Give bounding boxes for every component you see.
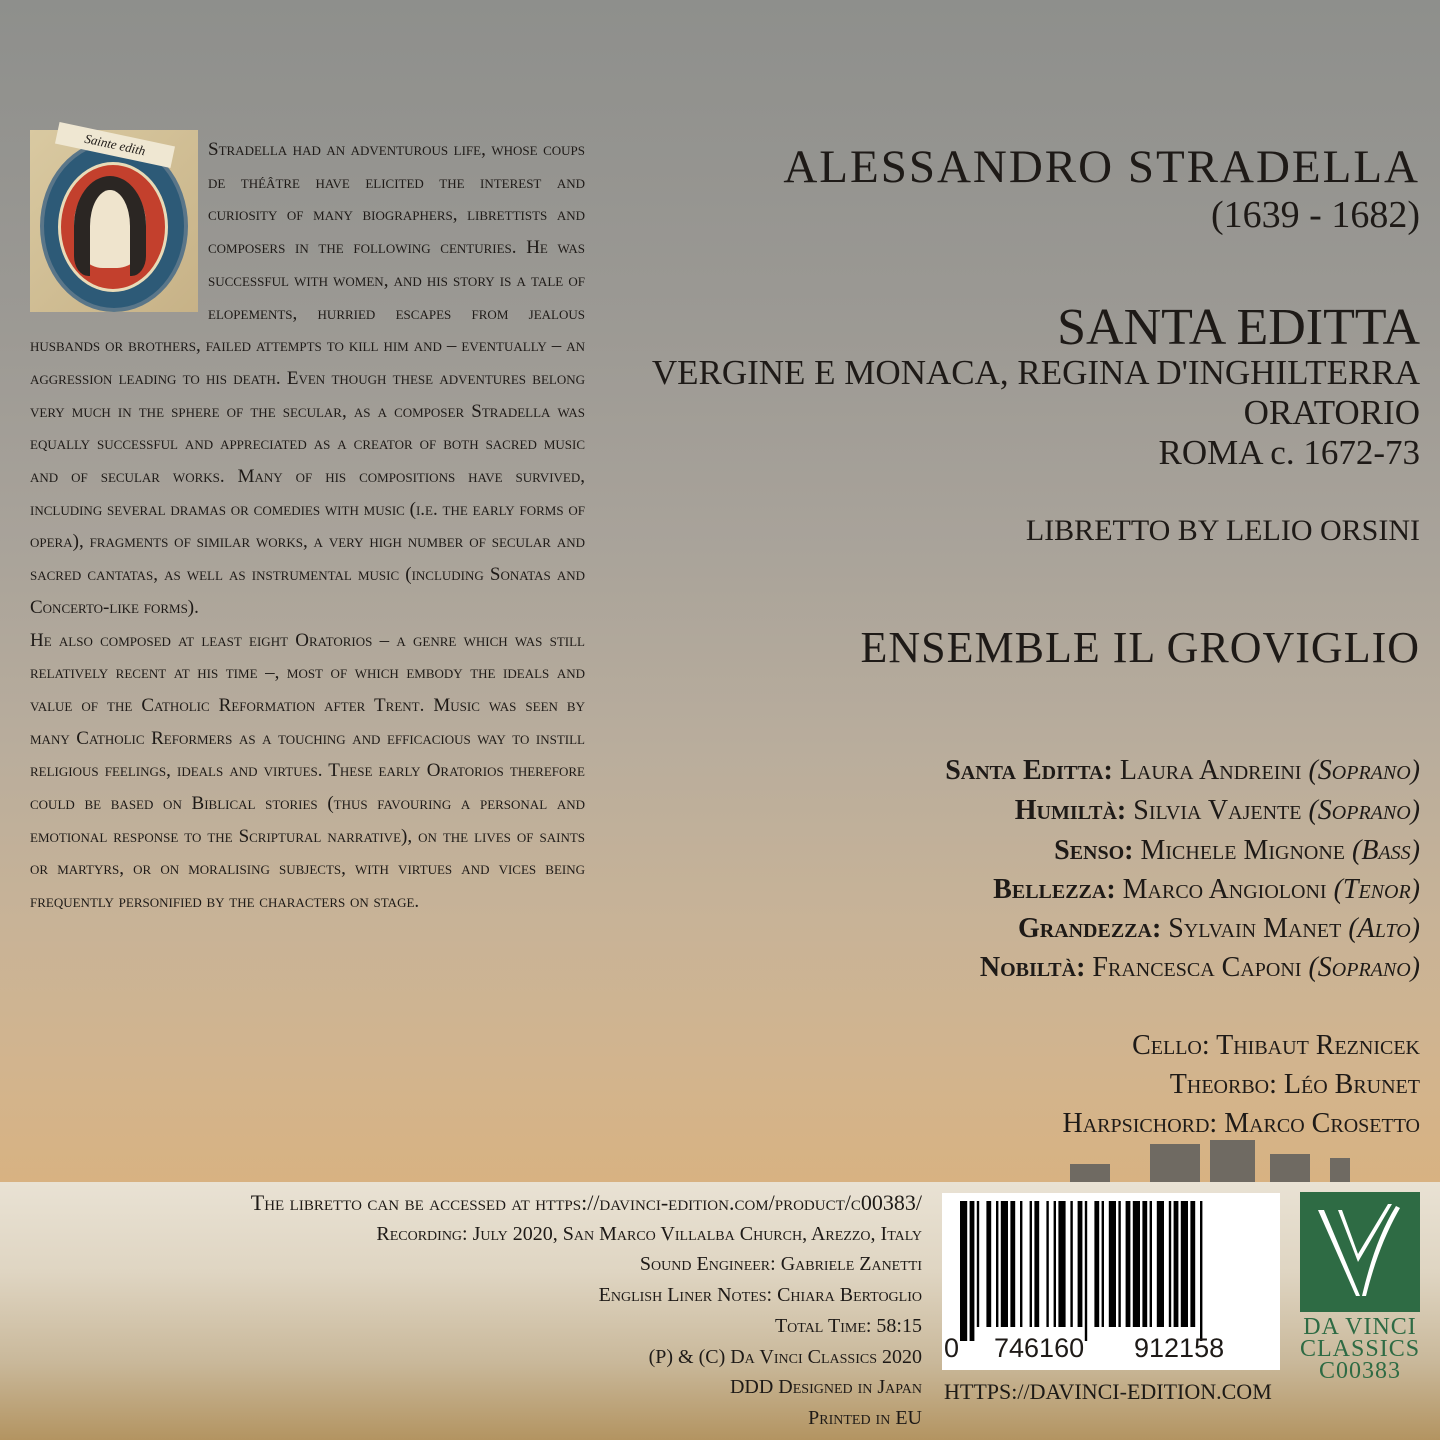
ensemble-name: ENSEMBLE IL GROVIGLIO <box>860 623 1420 672</box>
cast-line: Santa Editta: Laura Andreini (Soprano) <box>945 755 1420 786</box>
biography-paragraph-2: He also composed at least eight Oratorios – a genre which was still relatively recent at his time –, most of which embody the ideals and value of the Catholic Reformation after Trent. Music was seen by many Catholic Reformers as a touching and efficacious way to instill religious feelings, ideals and virtues. These early Oratorios therefore could be based on Biblical stories (thus favouring a personal and emotional response to the Scriptural narrative), on the lives of saints or martyrs, or on moralising subjects, with virtues and vices being frequently personified by the characters on stage. <box>30 629 585 913</box>
composer-name: ALESSANDRO STRADELLA <box>783 141 1420 193</box>
barcode-bar <box>1020 1201 1022 1327</box>
barcode <box>942 1193 1280 1370</box>
biography-paragraph-1: Stradella had an adventurous life, whose coups de théâtre have elicited the interest and curiosity of many biographers, librettists and composers in the following centuries. He was successful with women, and his story is a tale of elopements, hurried escapes from jealous husbands or brothers, failed attempts to kill him and – eventually – an aggression leading to his death. Even though these adventures belong very much in the sphere of the secular, as a composer Stradella was equally successful and appreciated as a creator of both sacred music and of secular works. Many of his compositions have survived, including several dramas or comedies with music (i.e. the early forms of opera), fragments of similar works, a very high number of secular and sacred cantatas, as well as instrumental music (including Sonatas and Concerto-like forms). <box>30 139 585 618</box>
credit-line: Printed in EU <box>808 1406 922 1429</box>
barcode-bar <box>1109 1201 1116 1327</box>
barcode-bar <box>1200 1201 1202 1341</box>
barcode-bar <box>1058 1201 1065 1327</box>
work-subtitle: VERGINE E MONACA, REGINA D'INGHILTERRA <box>651 353 1420 392</box>
cast-line: Humiltà: Silvia Vajente (Soprano) <box>1014 795 1420 826</box>
ruins-silhouette <box>1060 1140 1390 1184</box>
barcode-bar <box>1133 1201 1140 1327</box>
barcode-bar <box>960 1201 967 1341</box>
credit-line: DDD Designed in Japan <box>729 1376 922 1399</box>
portrait-scroll: Sainte edith <box>55 122 175 168</box>
work-genre: ORATORIO <box>1243 393 1420 432</box>
barcode-bar <box>977 1201 979 1327</box>
cast-line: Senso: Michele Mignone (Bass) <box>1054 835 1420 866</box>
barcode-bar <box>1181 1201 1188 1327</box>
barcode-bar <box>996 1201 998 1327</box>
barcode-bar <box>1118 1201 1120 1327</box>
instrumentalist-line: Harpsichord: Marco Crosetto <box>1062 1108 1420 1139</box>
barcode-bar <box>1046 1201 1048 1327</box>
barcode-bar <box>1001 1201 1008 1327</box>
work-place-date: ROMA c. 1672-73 <box>1158 433 1420 472</box>
barcode-bar <box>1102 1201 1104 1327</box>
barcode-bar <box>1169 1201 1171 1327</box>
barcode-bar <box>1174 1201 1179 1327</box>
barcode-digits-right: 912158 <box>1134 1333 1225 1363</box>
credit-line: English Liner Notes: Chiara Bertoglio <box>598 1284 922 1307</box>
barcode-digits-left: 746160 <box>994 1333 1085 1363</box>
barcode-bar <box>970 1201 975 1341</box>
libretto-credit: LIBRETTO BY LELIO ORSINI <box>1025 514 1420 547</box>
barcode-digit-prefix: 0 <box>944 1333 960 1363</box>
barcode-bar <box>1094 1201 1099 1327</box>
barcode-bar <box>1054 1201 1056 1327</box>
work-title: SANTA EDITTA <box>1057 299 1420 356</box>
biography-text <box>30 134 585 919</box>
production-credits <box>251 1188 922 1434</box>
barcode-bar <box>1030 1201 1032 1327</box>
cast-line: Bellezza: Marco Angioloni (Tenor) <box>993 874 1420 905</box>
barcode-bar <box>986 1201 991 1327</box>
barcode-bar <box>1078 1201 1083 1327</box>
barcode-bar <box>1126 1201 1131 1327</box>
cast-line: Nobiltà: Francesca Caponi (Soprano) <box>979 952 1420 983</box>
instrumentalist-line: Theorbo: Léo Brunet <box>1169 1069 1420 1100</box>
logo-mark-icon <box>1300 1192 1420 1312</box>
credit-line: Sound Engineer: Gabriele Zanetti <box>639 1253 922 1276</box>
credit-line: Total Time: 58:15 <box>774 1314 922 1337</box>
barcode-bar <box>1190 1201 1195 1327</box>
barcode-bar <box>1034 1201 1039 1327</box>
barcode-bar <box>1157 1201 1164 1327</box>
da-vinci-classics-logo <box>1300 1192 1420 1312</box>
instrumentalist-line: Cello: Thibaut Reznicek <box>1132 1030 1420 1061</box>
barcode-bar <box>1070 1201 1072 1327</box>
barcode-bars <box>960 1201 1262 1341</box>
barcode-bar <box>1142 1201 1147 1327</box>
cast-line: Grandezza: Sylvain Manet (Alto) <box>1017 913 1420 944</box>
composer-dates: (1639 - 1682) <box>1211 194 1420 236</box>
credit-line: Recording: July 2020, San Marco Villalba Church, Arezzo, Italy <box>376 1222 922 1245</box>
credit-line: The libretto can be accessed at https://davinci-edition.com/product/c00383/ <box>250 1190 922 1215</box>
credit-line: (P) & (C) Da Vinci Classics 2020 <box>648 1345 922 1368</box>
logo-label: DA VINCI CLASSICS C00383 <box>1300 1314 1421 1384</box>
barcode-bar <box>1085 1201 1087 1341</box>
barcode-bar <box>1150 1201 1152 1327</box>
website-url: HTTPS://DAVINCI-EDITION.COM <box>944 1379 1272 1404</box>
barcode-bar <box>1010 1201 1015 1327</box>
